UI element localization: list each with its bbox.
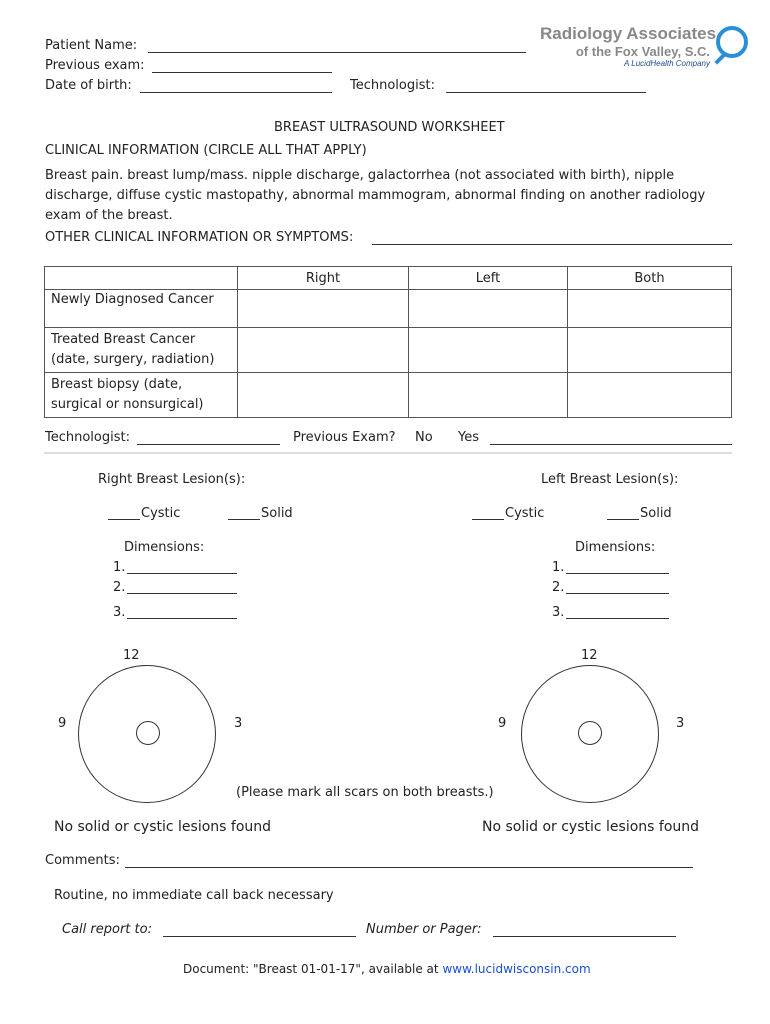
right-cystic-label: Cystic xyxy=(141,506,181,521)
cell[interactable] xyxy=(409,328,568,373)
logo-line2: of the Fox Valley, S.C. xyxy=(575,44,710,59)
right-dim3-label: 3. xyxy=(113,605,126,620)
left-nipple-circle xyxy=(578,721,602,745)
dob-field[interactable] xyxy=(140,92,332,93)
logo xyxy=(540,24,717,68)
left-no-lesions-option[interactable]: No solid or cystic lesions found xyxy=(482,819,700,835)
right-cystic-field[interactable] xyxy=(108,519,140,520)
previous-exam-label: Previous exam: xyxy=(45,58,145,73)
left-clock-12: 12 xyxy=(581,648,598,663)
divider xyxy=(44,452,732,454)
technologist-label: Technologist: xyxy=(350,78,435,93)
logo-handle xyxy=(714,53,725,64)
left-cystic-field[interactable] xyxy=(472,519,504,520)
cell[interactable] xyxy=(568,328,732,373)
cell[interactable] xyxy=(568,373,732,418)
left-dimensions-label: Dimensions: xyxy=(575,540,656,555)
right-dim2-label: 2. xyxy=(113,580,126,595)
cell[interactable] xyxy=(238,328,409,373)
right-dim3-field[interactable] xyxy=(127,618,237,619)
row-label: Newly Diagnosed Cancer xyxy=(45,290,238,328)
table-header xyxy=(45,267,238,290)
patient-name-field[interactable] xyxy=(148,52,526,53)
right-dim1-label: 1. xyxy=(113,560,126,575)
left-dim3-label: 3. xyxy=(552,605,565,620)
right-solid-field[interactable] xyxy=(228,519,260,520)
patient-name-label: Patient Name: xyxy=(45,38,138,53)
cell[interactable] xyxy=(409,290,568,328)
call-report-label: Call report to: xyxy=(62,922,152,937)
cell[interactable] xyxy=(238,290,409,328)
left-dim2-label: 2. xyxy=(552,580,565,595)
previous-exam-no[interactable]: No xyxy=(415,430,433,445)
left-solid-field[interactable] xyxy=(607,519,639,520)
previous-exam-field[interactable] xyxy=(152,72,332,73)
right-dim1-field[interactable] xyxy=(127,573,237,574)
clinical-text: Breast pain. breast lump/mass. nipple discharge, galactorrhea (not associated with birth), nipple discharge, diffuse cystic mastopathy, abnormal mammogram, abnormal finding on another radiology exam of the breast. xyxy=(45,168,706,223)
left-dim1-label: 1. xyxy=(552,560,565,575)
right-dimensions-label: Dimensions: xyxy=(124,540,205,555)
footer xyxy=(183,962,591,976)
right-clock-12: 12 xyxy=(123,648,140,663)
left-lesions-title: Left Breast Lesion(s): xyxy=(541,472,679,487)
logo-magnifier-icon xyxy=(716,26,748,58)
left-clock-9: 9 xyxy=(498,716,507,731)
previous-exam-details-field[interactable] xyxy=(490,444,732,445)
right-clock-3: 3 xyxy=(234,716,243,731)
right-clock-9: 9 xyxy=(58,716,67,731)
routine-option[interactable]: Routine, no immediate call back necessary xyxy=(54,888,334,903)
right-lesions-title: Right Breast Lesion(s): xyxy=(98,472,246,487)
dob-label: Date of birth: xyxy=(45,78,132,93)
other-info-label: OTHER CLINICAL INFORMATION OR SYMPTOMS: xyxy=(45,230,354,245)
right-nipple-circle xyxy=(136,721,160,745)
left-cystic-label: Cystic xyxy=(505,506,545,521)
table-header: Both xyxy=(568,267,732,290)
history-table xyxy=(44,266,732,418)
cell[interactable] xyxy=(568,290,732,328)
tech-field[interactable] xyxy=(137,444,280,445)
left-clock-3: 3 xyxy=(676,716,685,731)
row-label: Breast biopsy (date, surgical or nonsurgical) xyxy=(45,373,238,418)
logo-line1: Radiology Associates xyxy=(540,24,717,43)
right-solid-label: Solid xyxy=(261,506,293,521)
cell[interactable] xyxy=(409,373,568,418)
previous-exam-yes[interactable]: Yes xyxy=(458,430,479,445)
left-dim2-field[interactable] xyxy=(566,593,669,594)
table-header: Right xyxy=(238,267,409,290)
row-label: Treated Breast Cancer (date, surgery, radiation) xyxy=(45,328,238,373)
footer-text: Document: "Breast 01-01-17", available at xyxy=(183,962,443,976)
left-dim3-field[interactable] xyxy=(566,618,669,619)
table-header: Left xyxy=(409,267,568,290)
left-dim1-field[interactable] xyxy=(566,573,669,574)
comments-label: Comments: xyxy=(45,853,120,868)
number-pager-label: Number or Pager: xyxy=(366,922,482,937)
right-dim2-field[interactable] xyxy=(127,593,237,594)
comments-field[interactable] xyxy=(125,867,693,868)
number-pager-field[interactable] xyxy=(493,936,676,937)
right-no-lesions-option[interactable]: No solid or cystic lesions found xyxy=(54,819,272,835)
other-info-field[interactable] xyxy=(372,244,732,245)
previous-exam-question: Previous Exam? xyxy=(293,430,396,445)
logo-line3: A LucidHealth Company xyxy=(624,59,710,68)
call-report-field[interactable] xyxy=(163,936,356,937)
page-title: BREAST ULTRASOUND WORKSHEET xyxy=(274,120,505,135)
technologist-field[interactable] xyxy=(446,92,646,93)
clinical-heading: CLINICAL INFORMATION (CIRCLE ALL THAT APPLY) xyxy=(45,143,367,158)
cell[interactable] xyxy=(238,373,409,418)
footer-link[interactable]: www.lucidwisconsin.com xyxy=(442,962,591,976)
tech-label: Technologist: xyxy=(45,430,130,445)
scars-note: (Please mark all scars on both breasts.) xyxy=(236,785,494,800)
left-solid-label: Solid xyxy=(640,506,672,521)
